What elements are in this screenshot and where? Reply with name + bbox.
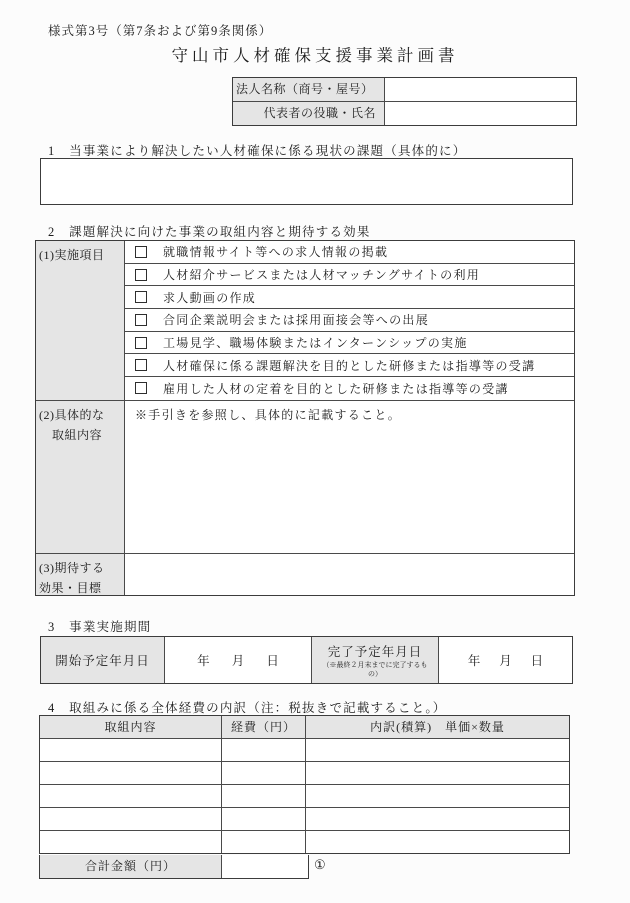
checkbox-label: 雇用した人材の定着を目的とした研修または指導等の受講 <box>163 381 509 396</box>
expense-breakdown-cell[interactable] <box>306 785 569 807</box>
expected-effects-row <box>36 553 574 595</box>
total-reference-mark: ① <box>314 857 326 872</box>
expense-breakdown-cell[interactable] <box>306 762 569 784</box>
section1-heading: 1 当事業により解決したい人材確保に係る現状の課題（具体的に） <box>48 144 467 158</box>
expected-effects-label-line2: 効果・目標 <box>39 580 102 595</box>
checkbox-label: 工場見学、職場体験またはインターンシップの実施 <box>163 336 468 351</box>
checkbox-row <box>125 286 574 309</box>
expense-row <box>40 762 569 785</box>
implementation-items-list <box>125 241 574 400</box>
checkbox-row <box>125 241 574 264</box>
expense-cost-cell[interactable] <box>222 785 306 807</box>
checkbox-label: 人材確保に係る課題解決を目的とした研修または指導等の受講 <box>163 358 536 373</box>
schedule-table <box>40 636 573 684</box>
section3-heading: 3 事業実施期間 <box>48 620 152 634</box>
checkbox[interactable] <box>135 269 147 281</box>
end-date-field[interactable] <box>439 637 572 683</box>
checkbox[interactable] <box>135 382 147 394</box>
section2-table <box>35 240 575 596</box>
current-issues-field[interactable] <box>40 158 573 205</box>
form-number: 様式第3号（第7条および第9条関係） <box>48 24 273 38</box>
expense-content-cell[interactable] <box>40 808 222 830</box>
company-name-label: 法人名称（商号・屋号） <box>233 78 385 101</box>
expenses-header-row <box>40 716 569 739</box>
expense-content-cell[interactable] <box>40 739 222 761</box>
checkbox[interactable] <box>135 291 147 303</box>
company-name-field[interactable] <box>385 78 576 101</box>
checkbox-row <box>125 354 574 377</box>
total-row <box>39 855 309 879</box>
end-date-label <box>312 637 439 683</box>
applicant-row-company <box>233 78 576 101</box>
expense-content-cell[interactable] <box>40 762 222 784</box>
implementation-items-label-text: (1)実施項目 <box>39 248 105 262</box>
concrete-content-label-line1: (2)具体的な <box>39 407 105 422</box>
total-amount-cell[interactable] <box>222 855 308 878</box>
day-unit-label: 日 <box>266 654 279 668</box>
concrete-content-note: ※手引きを参照し、具体的に記載すること。 <box>135 407 402 422</box>
representative-field[interactable] <box>385 102 576 125</box>
applicant-table <box>232 77 577 126</box>
expense-breakdown-cell[interactable] <box>306 739 569 761</box>
checkbox-row <box>125 332 574 355</box>
end-date-note: （※最終２月末までに完了するもの） <box>322 660 428 678</box>
column-header-breakdown: 内訳(積算) 単価×数量 <box>370 720 505 734</box>
checkbox[interactable] <box>135 246 147 258</box>
page-title: 守山市人材確保支援事業計画書 <box>171 46 459 65</box>
start-date-field[interactable] <box>165 637 312 683</box>
expense-content-cell[interactable] <box>40 831 222 853</box>
end-date-label-text: 完了予定年月日 <box>327 644 423 659</box>
checkbox-row <box>125 377 574 400</box>
expense-breakdown-cell[interactable] <box>306 831 569 853</box>
expense-breakdown-cell[interactable] <box>306 808 569 830</box>
expense-cost-cell[interactable] <box>222 762 306 784</box>
column-header-content: 取組内容 <box>40 716 222 738</box>
expense-row <box>40 831 569 853</box>
checkbox[interactable] <box>135 337 147 349</box>
expense-cost-cell[interactable] <box>222 808 306 830</box>
concrete-content-field[interactable] <box>125 401 574 553</box>
section2-heading: 2 課題解決に向けた事業の取組内容と期待する効果 <box>48 225 371 239</box>
expense-cost-cell[interactable] <box>222 831 306 853</box>
month-unit-label: 月 <box>231 654 245 668</box>
expense-content-cell[interactable] <box>40 785 222 807</box>
implementation-items-row <box>36 241 574 400</box>
checkbox-label: 就職情報サイト等への求人情報の掲載 <box>163 245 389 260</box>
year-unit-label: 年 <box>197 654 210 668</box>
checkbox-row <box>125 264 574 287</box>
expected-effects-field[interactable] <box>125 554 574 595</box>
expected-effects-label-line1: (3)期待する <box>39 560 105 575</box>
expenses-table <box>39 715 570 854</box>
total-label: 合計金額（円） <box>40 855 222 878</box>
section4-heading: 4 取組みに係る全体経費の内訳（注：税抜きで記載すること。） <box>48 701 447 715</box>
checkbox-label: 人材紹介サービスまたは人材マッチングサイトの利用 <box>163 268 481 283</box>
applicant-row-representative <box>233 101 576 125</box>
expected-effects-label <box>36 554 125 595</box>
implementation-items-label <box>36 241 125 400</box>
checkbox[interactable] <box>135 314 147 326</box>
checkbox-label: 合同企業説明会または採用面接会等への出展 <box>163 313 430 328</box>
expense-cost-cell[interactable] <box>222 739 306 761</box>
expense-row <box>40 785 569 808</box>
representative-label: 代表者の役職・氏名 <box>233 102 385 125</box>
expense-row <box>40 808 569 831</box>
checkbox-row <box>125 309 574 332</box>
checkbox[interactable] <box>135 359 147 371</box>
concrete-content-row <box>36 400 574 553</box>
day-unit-label: 日 <box>530 654 544 668</box>
year-unit-label: 年 <box>467 654 481 668</box>
concrete-content-label <box>36 401 125 553</box>
checkbox-label: 求人動画の作成 <box>163 290 257 305</box>
start-date-label: 開始予定年月日 <box>41 637 165 683</box>
column-header-cost: 経費（円） <box>222 716 306 738</box>
concrete-content-label-line2: 取組内容 <box>52 427 103 442</box>
expense-row <box>40 739 569 762</box>
month-unit-label: 月 <box>499 654 512 668</box>
